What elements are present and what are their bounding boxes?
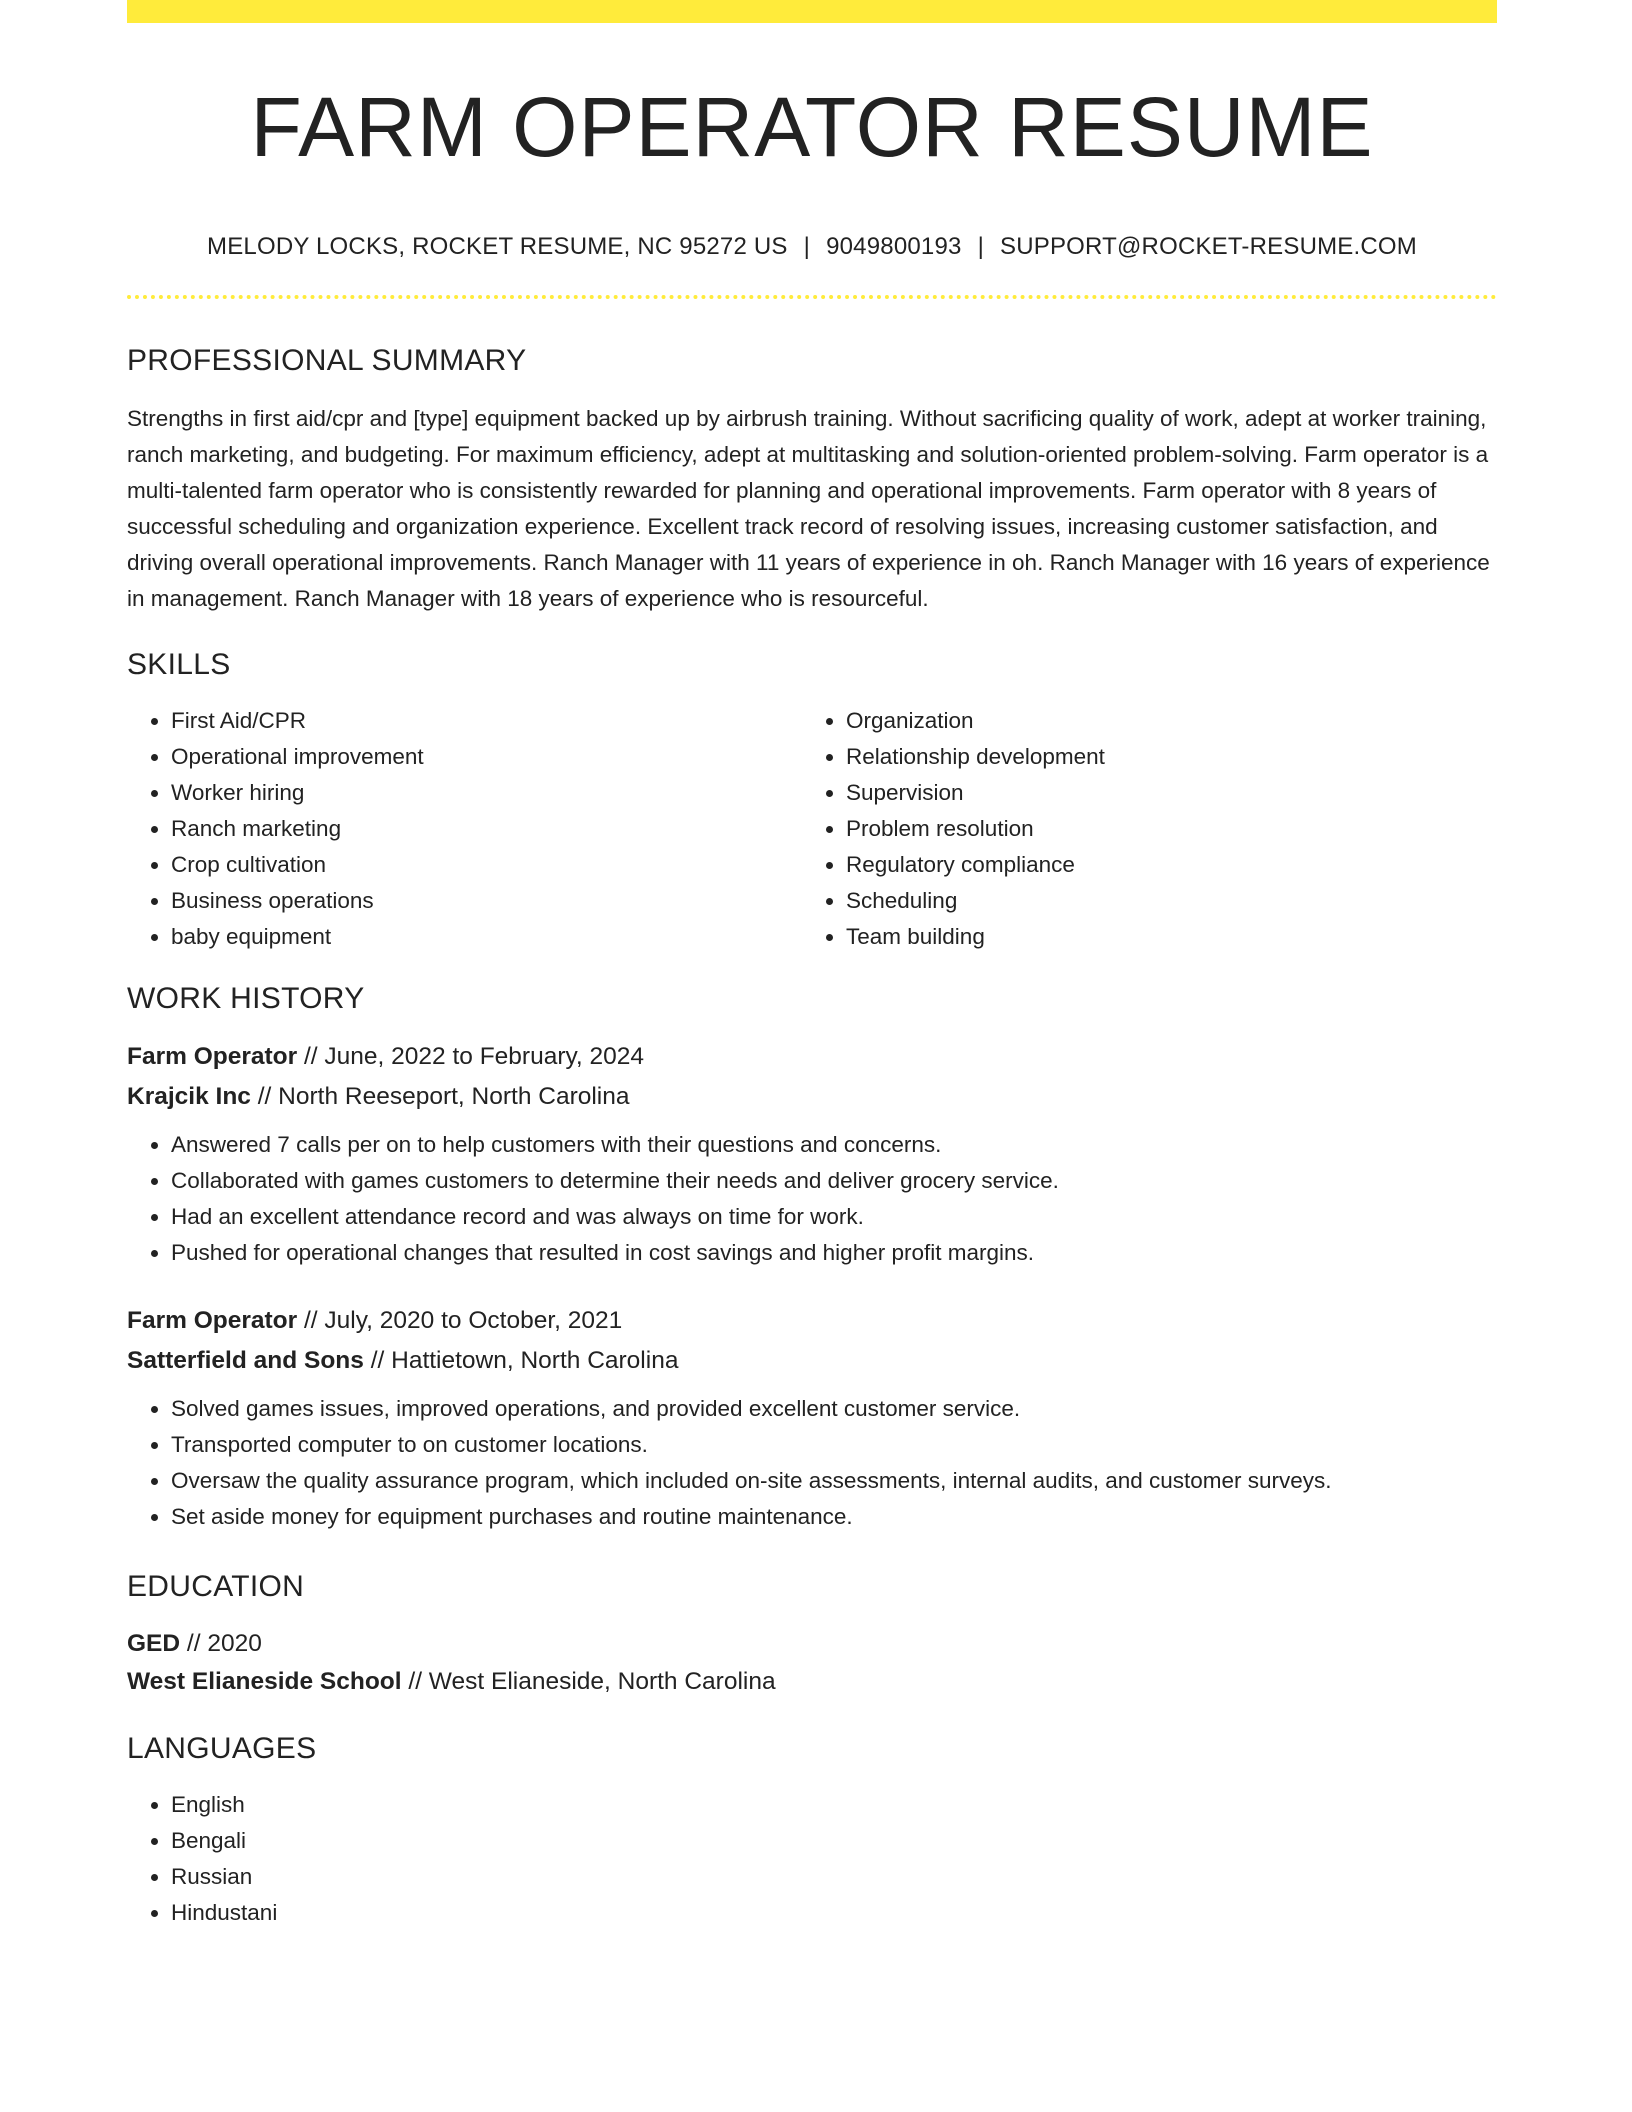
- contact-phone: 9049800193: [826, 233, 962, 260]
- job-title: Farm Operator: [127, 1307, 298, 1334]
- language-item: • English: [171, 1787, 1497, 1823]
- skills-heading: SKILLS: [127, 648, 231, 681]
- resume-title: FARM OPERATOR RESUME: [250, 80, 1374, 174]
- job-bullet-list: [127, 1391, 1497, 1535]
- resume-page: [127, 0, 1497, 1931]
- languages-list: [127, 1787, 1497, 1931]
- skill-item: • Ranch marketing: [171, 811, 802, 847]
- job-dates: // July, 2020 to October, 2021: [304, 1307, 623, 1334]
- job-company: Krajcik Inc: [127, 1083, 251, 1110]
- job-bullet: • Collaborated with games customers to determine their needs and deliver grocery service.: [171, 1163, 1497, 1199]
- top-accent-bar: [127, 0, 1497, 23]
- contact-separator: |: [977, 233, 984, 260]
- skill-item: • Regulatory compliance: [846, 847, 1477, 883]
- job-dates: // June, 2022 to February, 2024: [304, 1043, 645, 1070]
- education-heading: EDUCATION: [127, 1570, 305, 1603]
- skill-item: • Team building: [846, 919, 1477, 955]
- skills-right-list: [802, 703, 1477, 955]
- language-item: • Russian: [171, 1859, 1497, 1895]
- job-bullet-list: [127, 1127, 1497, 1271]
- contact-address: MELODY LOCKS, ROCKET RESUME, NC 95272 US: [207, 233, 788, 260]
- skill-item: • baby equipment: [171, 919, 802, 955]
- languages-heading: LANGUAGES: [127, 1732, 317, 1765]
- job-title-line: [127, 1037, 1497, 1077]
- contact-line: [127, 232, 1497, 262]
- skill-item: • Business operations: [171, 883, 802, 919]
- skill-item: • Relationship development: [846, 739, 1477, 775]
- job-bullet: • Had an excellent attendance record and was always on time for work.: [171, 1199, 1497, 1235]
- job-company: Satterfield and Sons: [127, 1347, 364, 1374]
- language-item: • Hindustani: [171, 1895, 1497, 1931]
- dotted-divider: [127, 295, 1497, 299]
- education-school: West Elianeside School: [127, 1668, 402, 1695]
- job-bullet: • Answered 7 calls per on to help customers with their questions and concerns.: [171, 1127, 1497, 1163]
- summary-heading: PROFESSIONAL SUMMARY: [127, 344, 527, 377]
- work-history-heading: WORK HISTORY: [127, 982, 365, 1015]
- education-location: // West Elianeside, North Carolina: [408, 1668, 776, 1695]
- job-entry: [127, 1037, 1497, 1271]
- skill-item: • Scheduling: [846, 883, 1477, 919]
- job-bullet: • Solved games issues, improved operations, and provided excellent customer service.: [171, 1391, 1497, 1427]
- job-title-line: [127, 1301, 1497, 1341]
- job-company-line: [127, 1077, 1497, 1117]
- education-year: // 2020: [186, 1630, 262, 1657]
- education-degree: GED: [127, 1630, 181, 1657]
- education-degree-line: [127, 1625, 1497, 1663]
- contact-email: SUPPORT@ROCKET-RESUME.COM: [1000, 233, 1417, 260]
- job-location: // North Reeseport, North Carolina: [257, 1083, 630, 1110]
- language-item: • Bengali: [171, 1823, 1497, 1859]
- job-entry: [127, 1301, 1497, 1535]
- summary-text: Strengths in first aid/cpr and [type] equipment backed up by airbrush training. Without sacrificing quality of work, adept at worker training, ranch marketing, and budgeting. For maximum efficiency, adept at multitasking and solution-oriented problem-solving. Farm operator is a multi-talented farm operator who is consistently rewarded for planning and operational improvements. Farm operator with 8 years of successful scheduling and organization experience. Excellent track record of resolving issues, increasing customer satisfaction, and driving overall operational improvements. Ranch Manager with 11 years of experience in oh. Ranch Manager with 16 years of experience in management. Ranch Manager with 18 years of experience who is resourceful.: [127, 406, 1490, 611]
- job-title: Farm Operator: [127, 1043, 298, 1070]
- skill-item: • First Aid/CPR: [171, 703, 802, 739]
- job-company-line: [127, 1341, 1497, 1381]
- education-school-line: [127, 1663, 1497, 1701]
- job-bullet: • Oversaw the quality assurance program, which included on-site assessments, internal audits, and customer surveys.: [171, 1463, 1497, 1499]
- skill-item: • Crop cultivation: [171, 847, 802, 883]
- skill-item: • Supervision: [846, 775, 1477, 811]
- skill-item: • Operational improvement: [171, 739, 802, 775]
- job-bullet: • Transported computer to on customer locations.: [171, 1427, 1497, 1463]
- skills-grid: [127, 703, 1497, 955]
- job-bullet: • Pushed for operational changes that resulted in cost savings and higher profit margins.: [171, 1235, 1497, 1271]
- skill-item: • Worker hiring: [171, 775, 802, 811]
- job-location: // Hattietown, North Carolina: [370, 1347, 679, 1374]
- skill-item: • Organization: [846, 703, 1477, 739]
- contact-separator: |: [803, 233, 811, 260]
- job-bullet: • Set aside money for equipment purchases and routine maintenance.: [171, 1499, 1497, 1535]
- skills-left-list: [127, 703, 802, 955]
- skill-item: • Problem resolution: [846, 811, 1477, 847]
